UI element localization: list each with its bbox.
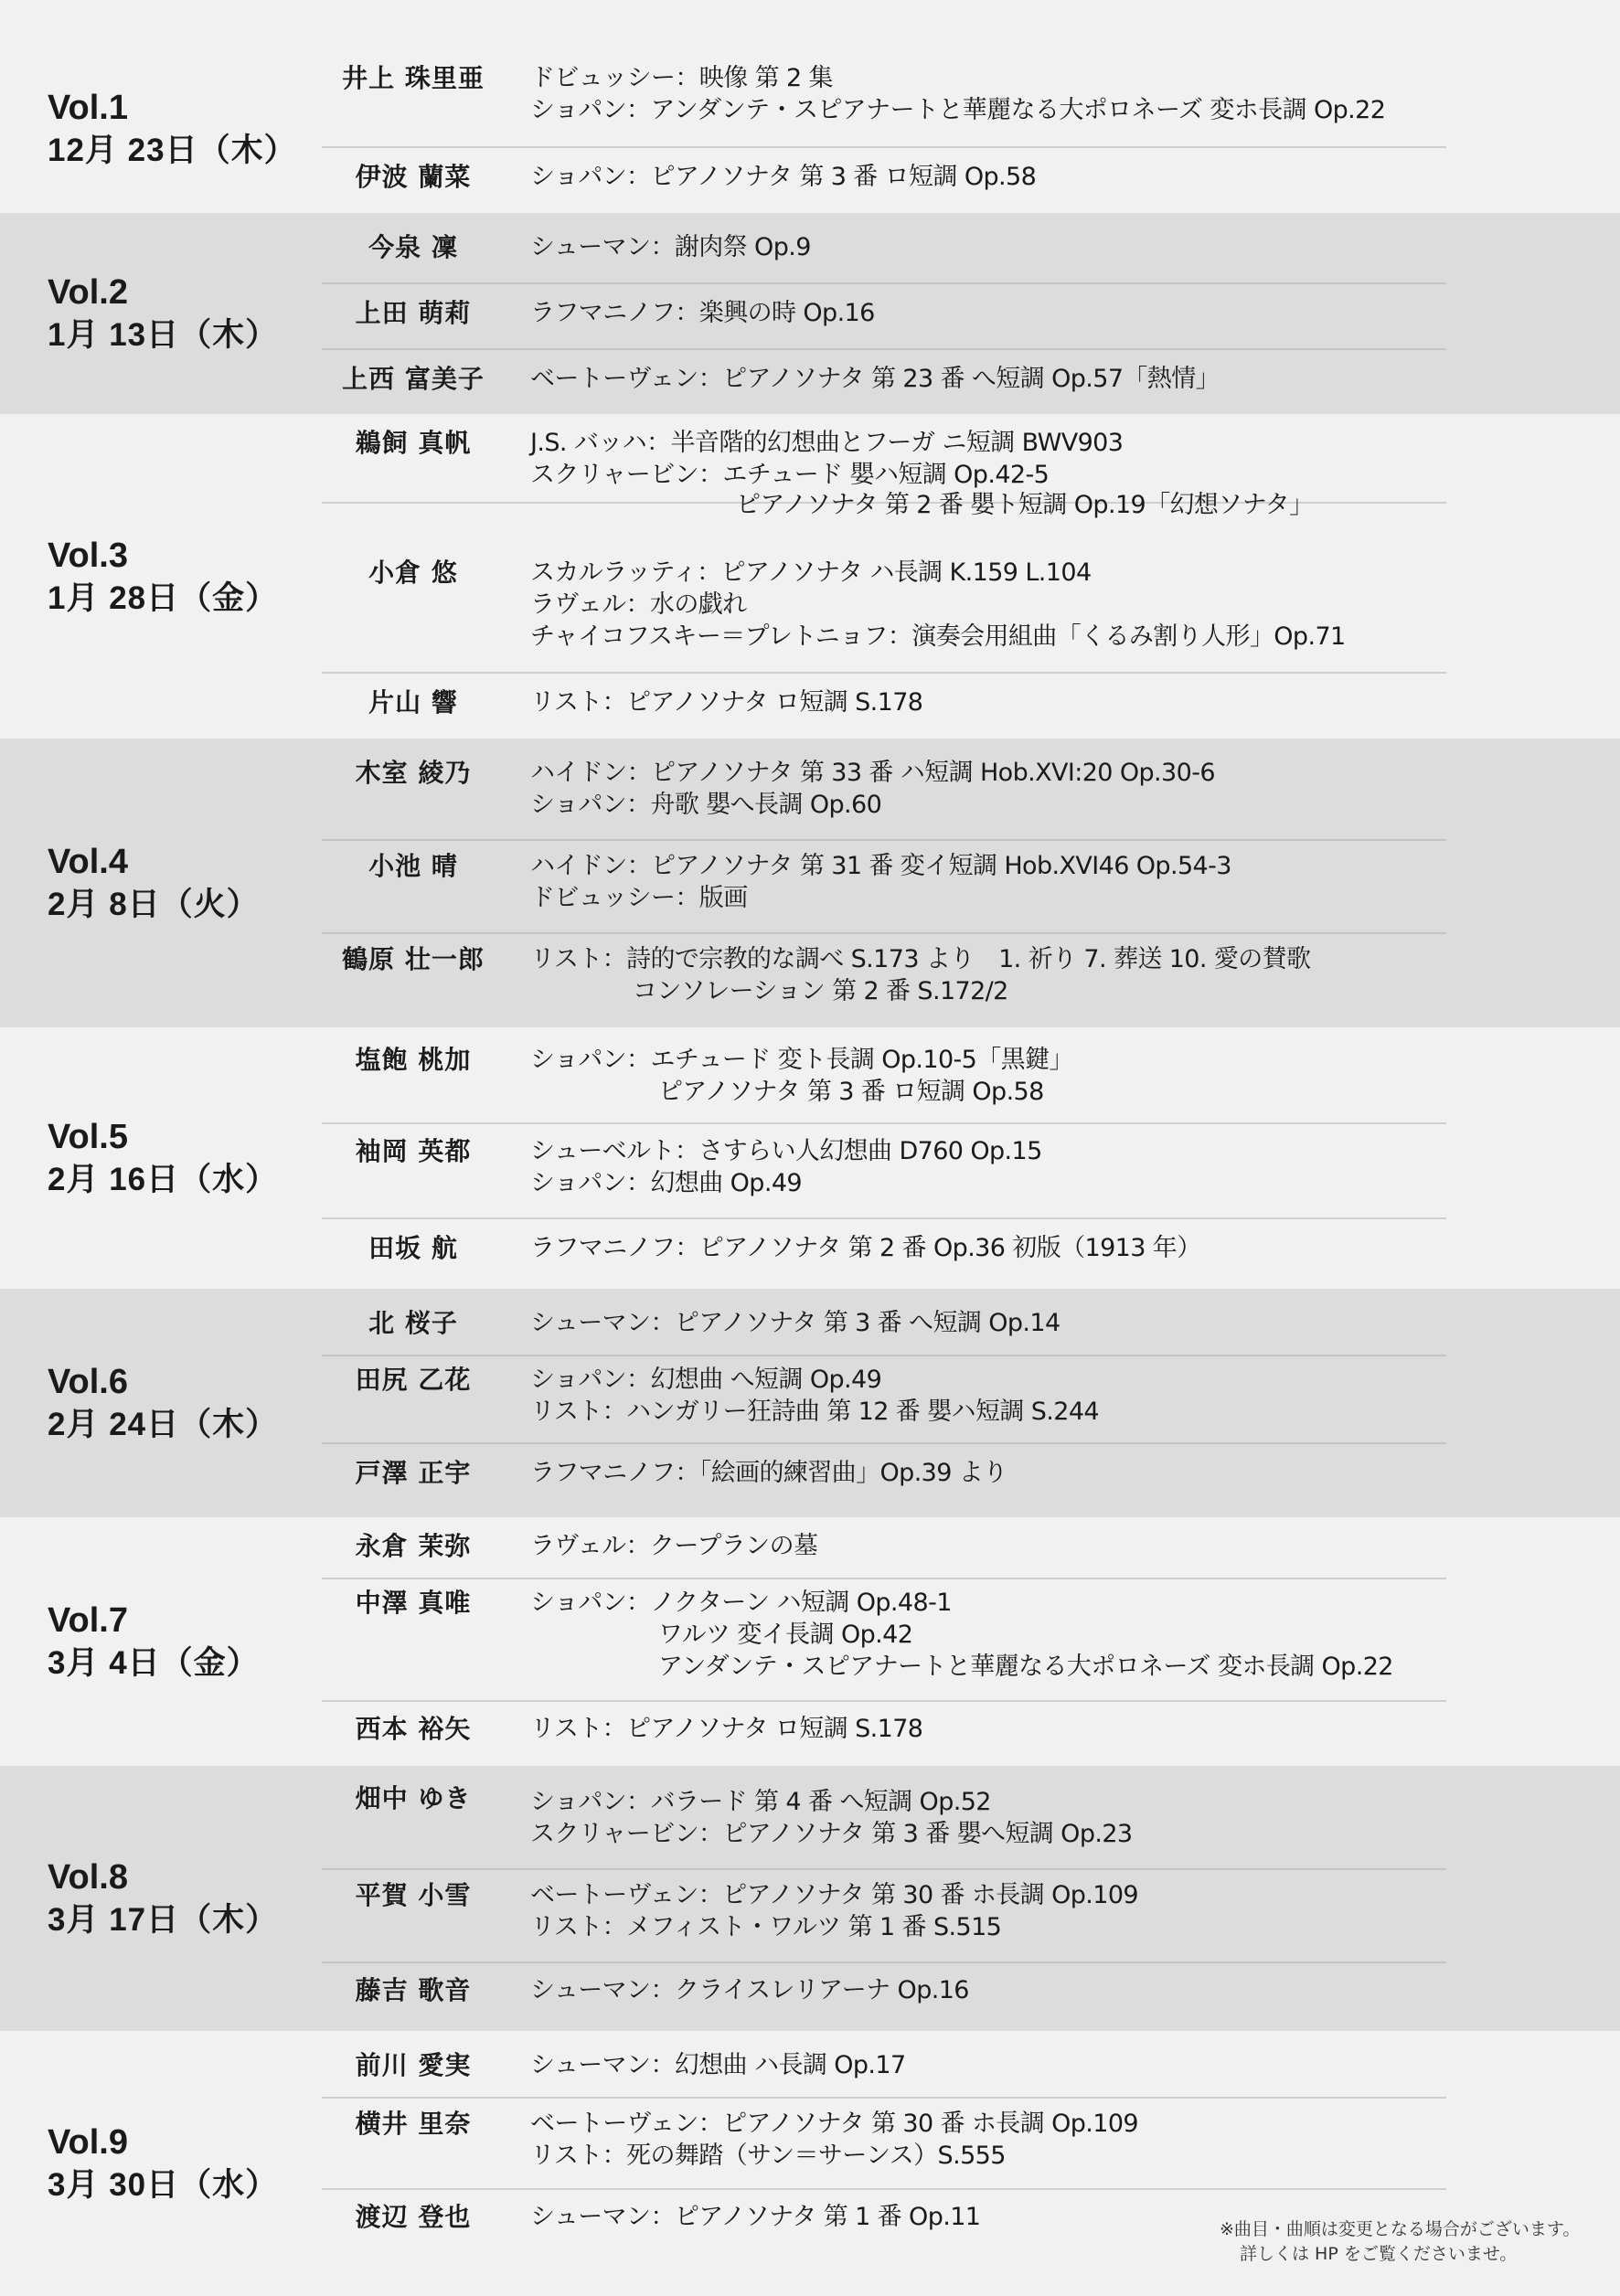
vol-title: Vol.8 [48, 1858, 128, 1897]
performer-name: 平賀 小雪 [355, 1880, 472, 1910]
vol-title: Vol.6 [48, 1363, 128, 1401]
vol-header [48, 1855, 278, 1941]
vol-date: 3月 30日（水） [48, 2167, 279, 2203]
program-item: アンダンテ・スピアナートと華麗なる大ポロネーズ 変ホ長調 Op.22 [658, 1653, 1393, 1681]
program-item: スクリャービン：ピアノソナタ 第 3 番 嬰へ短調 Op.23 [530, 1820, 1133, 1848]
performer-name: 上西 富美子 [342, 364, 485, 394]
program-item: リスト：詩的で宗教的な調べ S.173 より 1. 祈り 7. 葬送 10. 愛の賛歌 [530, 945, 1311, 973]
performer-name: 袖岡 英都 [355, 1136, 472, 1166]
section-vol-8 [0, 1766, 1620, 2031]
section-vol-4 [0, 739, 1620, 1027]
program-item: ショパン：幻想曲 へ短調 Op.49 [530, 1366, 882, 1394]
performer-row [322, 2097, 1446, 2188]
footnote [1220, 2217, 1580, 2267]
performer-name: 田坂 航 [368, 1233, 458, 1263]
performer-row [322, 1289, 1446, 1355]
program-item: ラヴェル：水の戯れ [530, 590, 747, 619]
vol-title: Vol.4 [48, 843, 128, 881]
performer-row [322, 1517, 1446, 1578]
performer-row [322, 2031, 1446, 2097]
performer-name: 片山 響 [368, 687, 458, 718]
performer-name: 畑中 ゆき [355, 1783, 472, 1813]
performer-row [322, 1442, 1446, 1517]
performer-row [322, 491, 1446, 672]
vol-title: Vol.2 [48, 273, 128, 312]
performer-row [322, 1122, 1446, 1217]
program-item: ハイドン：ピアノソナタ 第 31 番 変イ短調 Hob.XVI46 Op.54-3 [530, 852, 1231, 880]
performer-name: 今泉 凜 [368, 232, 458, 262]
program-item: コンソレーション 第 2 番 S.172/2 [633, 977, 1008, 1005]
program-item: ショパン：アンダンテ・スピアナートと華麗なる大ポロネーズ 変ホ長調 Op.22 [530, 96, 1386, 124]
performer-row [322, 213, 1446, 282]
performer-name: 田尻 乙花 [355, 1365, 472, 1395]
vol-title: Vol.1 [48, 88, 128, 127]
section-vol-1 [0, 44, 1620, 213]
program-item: ワルツ 変イ長調 Op.42 [658, 1621, 913, 1649]
program-item: ショパン：ノクターン ハ短調 Op.48-1 [530, 1589, 952, 1617]
performer-name: 藤吉 歌音 [355, 1975, 472, 2005]
program-item: ショパン：エチュード 変ト長調 Op.10-5「黒鍵」 [530, 1046, 1073, 1074]
program-item: リスト：死の舞踏（サン＝サーンス）S.555 [530, 2142, 1006, 2170]
vol-header [48, 1599, 260, 1685]
vol-title: Vol.9 [48, 2123, 128, 2162]
vol-header [48, 1360, 278, 1446]
program-item: シューマン：ピアノソナタ 第 3 番 へ短調 Op.14 [530, 1309, 1060, 1337]
performer-row [322, 44, 1446, 146]
performer-name: 渡辺 登也 [355, 2202, 472, 2232]
vol-date: 2月 24日（木） [48, 1407, 279, 1442]
program-item: ベートーヴェン：ピアノソナタ 第 30 番 ホ長調 Op.109 [530, 1881, 1138, 1909]
performer-name: 木室 綾乃 [355, 758, 472, 788]
program-item: シューマン：幻想曲 ハ長調 Op.17 [530, 2051, 906, 2079]
performer-name: 西本 裕矢 [355, 1714, 472, 1744]
program-item: リスト：ピアノソナタ ロ短調 S.178 [530, 1715, 923, 1743]
program-item: ベートーヴェン：ピアノソナタ 第 23 番 へ短調 Op.57「熱情」 [530, 365, 1220, 393]
performer-name: 北 桜子 [368, 1308, 458, 1338]
program-item: ラヴェル：クープランの墓 [530, 1532, 818, 1560]
footnote-line: ※曲目・曲順は変更となる場合がございます。 [1220, 2219, 1581, 2239]
section-vol-2 [0, 213, 1620, 414]
top-margin [0, 0, 1620, 44]
performer-name: 鵜飼 真帆 [355, 428, 472, 458]
performer-row [322, 348, 1446, 414]
performer-name: 小倉 悠 [368, 558, 458, 588]
program-item: ドビュッシー：版画 [530, 884, 748, 912]
performer-row [322, 1961, 1446, 2031]
footnote-line: 詳しくは HP をご覧くださいませ。 [1240, 2244, 1518, 2264]
performer-name: 横井 里奈 [355, 2109, 472, 2139]
section-vol-7 [0, 1517, 1620, 1766]
program-item: スクリャービン：エチュード 嬰ハ短調 Op.42-5 [530, 461, 1050, 489]
section-vol-6 [0, 1289, 1620, 1517]
performer-name: 戸澤 正宇 [355, 1458, 472, 1488]
program-item: ラフマニノフ：楽興の時 Op.16 [530, 299, 875, 327]
performer-name: 永倉 茉弥 [355, 1531, 472, 1561]
performer-row [322, 672, 1446, 739]
vol-date: 1月 13日（木） [48, 317, 279, 353]
program-item: チャイコフスキー＝プレトニョフ：演奏会用組曲「くるみ割り人形」Op.71 [530, 622, 1346, 651]
program-item: ショパン：ピアノソナタ 第 3 番 ロ短調 Op.58 [530, 163, 1037, 191]
performer-row [322, 282, 1446, 348]
performer-row [322, 1868, 1446, 1961]
performer-row [322, 1578, 1446, 1700]
program-item: シューマン：謝肉祭 Op.9 [530, 233, 811, 261]
performer-row [322, 1766, 1446, 1868]
vol-header [48, 840, 260, 926]
program-item: ショパン：幻想曲 Op.49 [530, 1169, 802, 1197]
performer-row [322, 839, 1446, 932]
performer-row [322, 1217, 1446, 1289]
vol-header [48, 1115, 278, 1201]
performer-name: 塩飽 桃加 [355, 1045, 472, 1075]
vol-date: 2月 8日（火） [48, 887, 260, 922]
program-item: リスト：ピアノソナタ ロ短調 S.178 [530, 688, 923, 717]
program-item: スカルラッティ：ピアノソナタ ハ長調 K.159 L.104 [530, 558, 1092, 587]
performer-name: 井上 珠里亜 [342, 63, 485, 93]
performer-row [322, 146, 1446, 213]
performer-name: 前川 愛実 [355, 2050, 472, 2080]
program-item: ピアノソナタ 第 2 番 嬰ト短調 Op.19「幻想ソナタ」 [736, 491, 1314, 519]
vol-date: 2月 16日（水） [48, 1162, 279, 1197]
program-item: ハイドン：ピアノソナタ 第 33 番 ハ短調 Hob.XVI:20 Op.30-6 [530, 759, 1215, 787]
vol-title: Vol.5 [48, 1118, 128, 1156]
vol-header [48, 534, 278, 620]
vol-header [48, 86, 297, 172]
program-item: シューマン：クライスレリアーナ Op.16 [530, 1976, 969, 2004]
performer-name: 鶴原 壮一郎 [342, 944, 485, 974]
program-item: ショパン：舟歌 嬰へ長調 Op.60 [530, 791, 882, 819]
program-item: リスト：メフィスト・ワルツ 第 1 番 S.515 [530, 1913, 1002, 1941]
performer-name: 中澤 真唯 [355, 1588, 472, 1618]
section-vol-5 [0, 1027, 1620, 1289]
performer-row [322, 1700, 1446, 1766]
vol-title: Vol.7 [48, 1601, 128, 1640]
performer-name: 上田 萌莉 [355, 298, 472, 328]
vol-title: Vol.3 [48, 536, 128, 575]
program-item: リスト：ハンガリー狂詩曲 第 12 番 嬰ハ短調 S.244 [530, 1398, 1099, 1426]
program-item: ショパン：バラード 第 4 番 へ短調 Op.52 [530, 1788, 991, 1816]
vol-header [48, 2121, 278, 2206]
program-item: ドビュッシー：映像 第 2 集 [530, 64, 833, 92]
vol-date: 3月 17日（木） [48, 1902, 279, 1938]
performer-row [322, 1355, 1446, 1442]
performer-row [322, 739, 1446, 839]
vol-date: 3月 4日（金） [48, 1645, 260, 1681]
program-item: シューベルト：さすらい人幻想曲 D760 Op.15 [530, 1137, 1042, 1165]
program-item: ラフマニノフ：ピアノソナタ 第 2 番 Op.36 初版（1913 年） [530, 1234, 1201, 1262]
program-item: ピアノソナタ 第 3 番 ロ短調 Op.58 [658, 1078, 1044, 1106]
program-item: ベートーヴェン：ピアノソナタ 第 30 番 ホ長調 Op.109 [530, 2110, 1138, 2138]
vol-header [48, 271, 278, 356]
performer-name: 伊波 蘭菜 [355, 162, 472, 192]
vol-date: 1月 28日（金） [48, 579, 279, 616]
program-item: J.S. バッハ：半音階的幻想曲とフーガ ニ短調 BWV903 [530, 429, 1124, 457]
program-item: ラフマニノフ：「絵画的練習曲」Op.39 より [530, 1459, 1007, 1487]
vol-date: 12月 23日（木） [48, 132, 297, 168]
program-item: シューマン：ピアノソナタ 第 1 番 Op.11 [530, 2203, 981, 2231]
performer-name: 小池 晴 [368, 851, 458, 881]
performer-row [322, 932, 1446, 1027]
section-vol-3 [0, 414, 1620, 739]
performer-row [322, 1027, 1446, 1122]
